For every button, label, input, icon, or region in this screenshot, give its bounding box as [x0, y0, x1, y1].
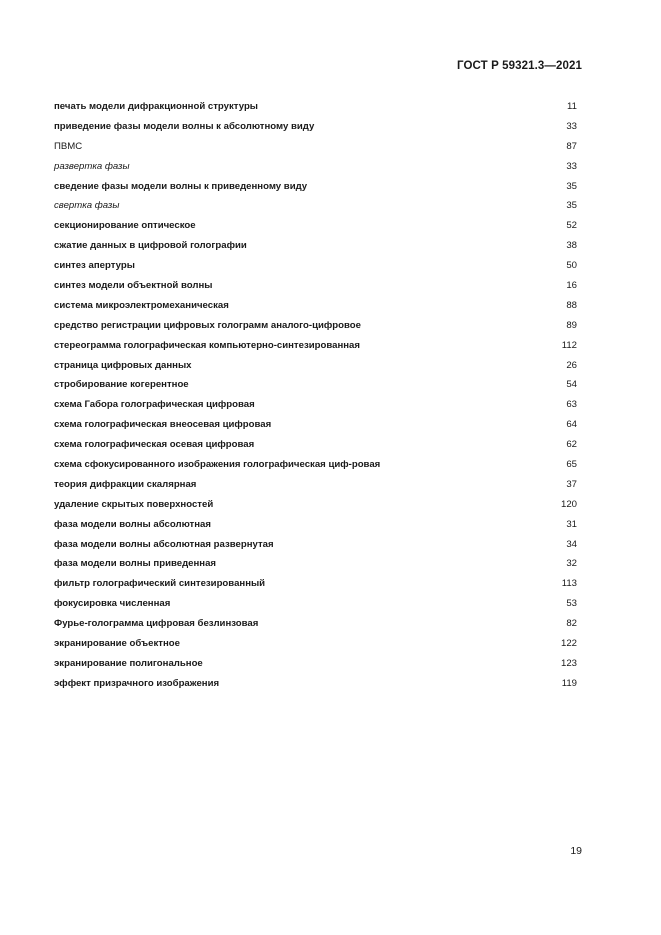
- index-entry: [54, 674, 577, 694]
- index-page-ref: 37: [566, 478, 577, 490]
- index-page-ref: 52: [566, 220, 577, 232]
- index-term: Фурье-голограмма цифровая безлинзовая: [54, 618, 259, 630]
- index-entry: [54, 435, 577, 455]
- index-term: сжатие данных в цифровой голографии: [54, 240, 247, 252]
- index-page-ref: 33: [566, 120, 577, 132]
- index-page-ref: 31: [566, 518, 577, 530]
- index-entry: [54, 475, 577, 495]
- index-term: синтез модели объектной волны: [54, 280, 213, 292]
- page-number: 19: [570, 845, 582, 857]
- index-entry: [54, 117, 577, 137]
- index-term: сведение фазы модели волны к приведенному виду: [54, 180, 308, 192]
- index-page-ref: 63: [566, 399, 577, 411]
- index-term: схема Габора голографическая цифровая: [54, 399, 255, 411]
- index-entry: [54, 614, 577, 634]
- index-term: фаза модели волны приведенная: [54, 558, 217, 570]
- index-page-ref: 82: [566, 618, 577, 630]
- index-entry: [54, 455, 577, 475]
- index-page-ref: 32: [566, 558, 577, 570]
- index-page-ref: 16: [566, 280, 577, 292]
- index-page-ref: 65: [566, 459, 577, 471]
- index-page-ref: 50: [566, 260, 577, 272]
- index-page-ref: 64: [566, 419, 577, 431]
- index-entry: [54, 216, 577, 236]
- index-term: система микроэлектромеханическая: [54, 299, 229, 311]
- index-page-ref: 35: [566, 200, 577, 212]
- index-page-ref: 87: [566, 140, 577, 152]
- index-entry: [54, 356, 577, 376]
- index-term: свертка фазы: [54, 200, 120, 212]
- index-page-ref: 62: [566, 439, 577, 451]
- index-term: схема сфокусированного изображения голографическая циф-ровая: [54, 459, 381, 471]
- index-term: фильтр голографический синтезированный: [54, 578, 266, 590]
- index-page-ref: 53: [566, 598, 577, 610]
- index-entry: [54, 177, 577, 197]
- index-page-ref: 35: [566, 180, 577, 192]
- index-entry: [54, 296, 577, 316]
- index-term: экранирование полигональное: [54, 657, 203, 669]
- index-entry: [54, 316, 577, 336]
- index-entry: [54, 276, 577, 296]
- index-page-ref: 38: [566, 240, 577, 252]
- index-term: ПВМС: [54, 140, 83, 152]
- index-entry: [54, 654, 577, 674]
- index-term: развертка фазы: [54, 160, 130, 172]
- index-entry: [54, 515, 577, 535]
- index-entry: [54, 137, 577, 157]
- index-entry: [54, 554, 577, 574]
- index-entry: [54, 415, 577, 435]
- index-term: стробирование когерентное: [54, 379, 189, 391]
- index-page-ref: 120: [560, 498, 577, 510]
- index-term: схема голографическая внеосевая цифровая: [54, 419, 272, 431]
- index-term: схема голографическая осевая цифровая: [54, 439, 255, 451]
- index-term: экранирование объектное: [54, 638, 180, 650]
- index-entry: [54, 634, 577, 654]
- index-term: средство регистрации цифровых голограмм аналого-цифровое: [54, 319, 361, 331]
- index-term: печать модели дифракционной структуры: [54, 101, 258, 112]
- index-term: страница цифровых данных: [54, 359, 192, 371]
- index-term: фаза модели волны абсолютная развернутая: [54, 538, 274, 550]
- index-entry: [54, 97, 577, 117]
- index-page-ref: 34: [566, 538, 577, 550]
- index-term: секционирование оптическое: [54, 220, 196, 232]
- index-entry: [54, 336, 577, 356]
- index-page-ref: 123: [560, 657, 577, 669]
- index-page-ref: 89: [566, 319, 577, 331]
- index-page-ref: 54: [566, 379, 577, 391]
- index-entry: [54, 157, 577, 177]
- alphabetical-index-list: [54, 97, 577, 694]
- index-term: приведение фазы модели волны к абсолютному виду: [54, 120, 315, 132]
- index-term: стереограмма голографическая компьютерно-синтезированная: [54, 339, 360, 351]
- index-entry: [54, 236, 577, 256]
- document-header-standard-id: ГОСТ Р 59321.3—2021: [457, 60, 582, 72]
- index-entry: [54, 535, 577, 555]
- index-entry: [54, 594, 577, 614]
- index-entry: [54, 495, 577, 515]
- index-term: фокусировка численная: [54, 598, 171, 610]
- index-term: фаза модели волны абсолютная: [54, 518, 211, 530]
- index-entry: [54, 375, 577, 395]
- index-term: синтез апертуры: [54, 260, 135, 272]
- index-page-ref: 119: [561, 677, 577, 689]
- index-page-ref: 122: [560, 638, 577, 650]
- index-page-ref: 26: [566, 359, 577, 371]
- index-page-ref: 113: [561, 578, 577, 590]
- index-term: теория дифракции скалярная: [54, 478, 197, 490]
- index-term: эффект призрачного изображения: [54, 677, 220, 689]
- index-term: удаление скрытых поверхностей: [54, 498, 214, 510]
- index-page-ref: 112: [561, 339, 577, 351]
- index-entry: [54, 196, 577, 216]
- index-entry: [54, 574, 577, 594]
- index-page-ref: 33: [566, 160, 577, 172]
- index-page-ref: 88: [566, 299, 577, 311]
- index-entry: [54, 256, 577, 276]
- index-entry: [54, 395, 577, 415]
- index-page-ref: 11: [567, 101, 577, 112]
